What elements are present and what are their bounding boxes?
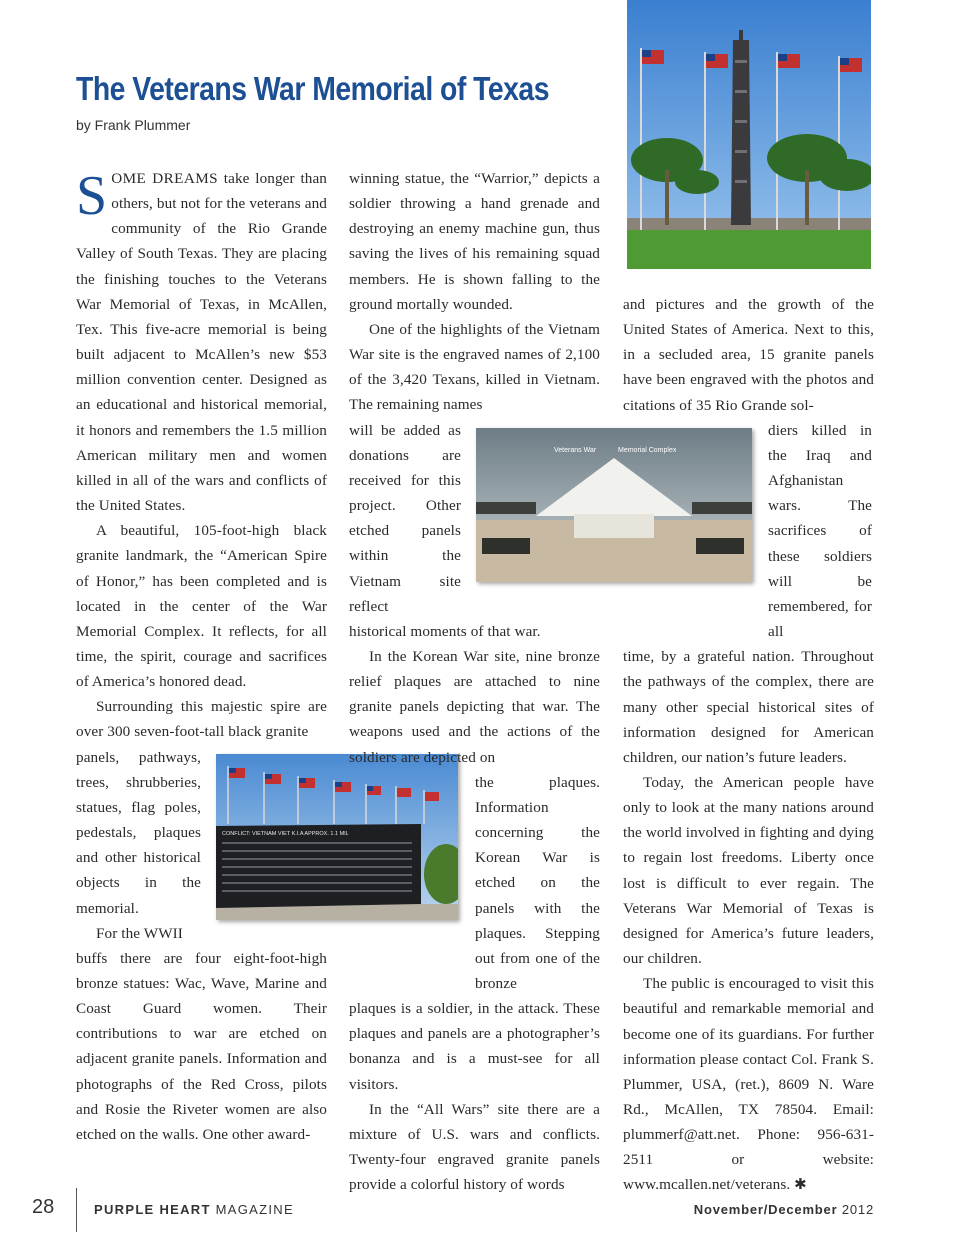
article-title: The Veterans War Memorial of Texas (76, 70, 549, 107)
col3-paragraph-1c: time, by a grateful nation. Throughout the pathways of the complex, there are many other special historical sites of information designed for American children, our nation’s future leaders. (623, 648, 874, 766)
col2-paragraph-2a: One of the highlights of the Vietnam War site is the engraved names of 2,100 of the 3,420 Texans, killed in Vietnam. The remaining names (349, 320, 600, 414)
col2-paragraph-4: In the “All Wars” site there are a mixture of U.S. wars and conflicts. Twenty-four engraved granite panels provide a colorful history of words (349, 1100, 600, 1194)
col1-paragraph-1 (76, 166, 327, 518)
col2-paragraph-2c: historical moments of that war. (349, 622, 541, 640)
col2-paragraph-3c: plaques is a soldier, in the attack. These plaques and panels are a photographer’s bonanza and is a must-see for all visitors. (349, 1000, 600, 1093)
drop-cap: S (76, 165, 108, 227)
col2-paragraph-2b: will be added as donations are received for this project. Other etched panels within the Vietnam site reflect (349, 421, 461, 615)
col3-paragraph-2: Today, the American people have only to look at the many nations around the world involved in fighting and dying to regain lost freedoms. Liberty once lost is difficult to ever regain. The Veterans War Memorial of Texas is designed for America’s future leaders, our children. (623, 773, 874, 968)
column-2 (349, 166, 600, 1197)
col1-paragraph-3a: Surrounding this majestic spire are over 300 seven-foot-tall black granite (76, 698, 327, 741)
page-number: 28 (32, 1196, 55, 1218)
col1-paragraph-2: A beautiful, 105-foot-high black granite landmark, the “American Spire of Honor,” has been completed and is located in the center of the War Memorial Complex. It reflects, for all time, the spirit, courage and sacrifices of America’s honored dead. (76, 522, 327, 691)
col3-paragraph-3-text: The public is encouraged to visit this beautiful and remarkable memorial and become one of its guardians. For further information please contact Col. Frank S. Plummer, USA, (ret.), 8609 N. Ware Rd., McAllen, TX 78504. Email: plummerf@att.net. Phone: 956-631-2511 or website: www.mcallen.net/veterans. (623, 975, 874, 1194)
col3-paragraph-3 (623, 971, 874, 1197)
rendering-label-right: Memorial Complex (618, 447, 677, 454)
col1-paragraph-3b: panels, pathways, trees, shrubberies, statues, flag poles, pedestals, plaques and other historical objects in the memorial. (76, 748, 201, 917)
magazine-name (94, 1202, 294, 1217)
col2-paragraph-3a: In the Korean War site, nine bronze relief plaques are attached to nine granite panels depicting that war. The weapons used and the actions of the soldiers are depicted on (349, 647, 600, 766)
lead-caps: OME DREAMS (111, 170, 218, 187)
col3-paragraph-1b: diers killed in the Iraq and Afghanistan wars. The sacrifices of these soldiers will be remembered, for all (768, 421, 872, 641)
magazine-name-rest: MAGAZINE (210, 1202, 294, 1217)
end-mark-icon: ✱ (794, 1176, 807, 1194)
col2-paragraph-1: winning statue, the “Warrior,” depicts a soldier throwing a hand grenade and destroying an enemy machine gun, thus saving the lives of his remaining squad members. He is shown falling to the ground mortally wounded. (349, 170, 600, 313)
rendering-label-left: Veterans War (554, 447, 597, 454)
issue-date (694, 1202, 874, 1217)
col1-paragraph-1-text: take longer than others, but not for the veterans and community of the Rio Grande Valley of South Texas. They are placing the finishing touches to the Veterans War Memorial of Texas, in McAllen, Tex. This five-acre memorial is being built adjacent to McAllen’s new $53 million convention center. Designed as an educational and historical memorial, it honors and remembers the 1.5 million American military men and women killed in all of the wars and conflicts of the United States. (76, 170, 327, 515)
col3-paragraph-1a: and pictures and the growth of the United States of America. Next to this, in a secluded area, 15 granite panels have been engraved with the photos and citations of 35 Rio Grande sol- (623, 296, 874, 414)
issue-date-year: 2012 (837, 1202, 874, 1217)
column-3 (623, 292, 874, 1198)
spire-photo (627, 0, 871, 269)
footer-divider (76, 1188, 77, 1232)
magazine-name-bold: PURPLE HEART (94, 1202, 211, 1217)
panel-inscription: CONFLICT: VIETNAM VIET K.I.A APPROX. 1.1 MIL (222, 831, 349, 837)
issue-date-month: November/December (693, 1202, 838, 1217)
col1-paragraph-4a: For the WWII (96, 924, 183, 942)
byline: by Frank Plummer (76, 117, 191, 133)
column-1 (76, 166, 327, 1147)
col2-paragraph-3b: the plaques. Information concerning the Korean War is etched on the panels with the plaques. Stepping out from one of the bronze (475, 773, 600, 992)
col1-paragraph-4b: buffs there are four eight-foot-high bronze statues: Wac, Wave, Marine and Coast Guard women. Their contributions to war are etched on adjacent granite panels. Information and photographs of the Red Cross, pilots and Rosie the Riveter women are also etched on the walls. One other award- (76, 949, 327, 1143)
